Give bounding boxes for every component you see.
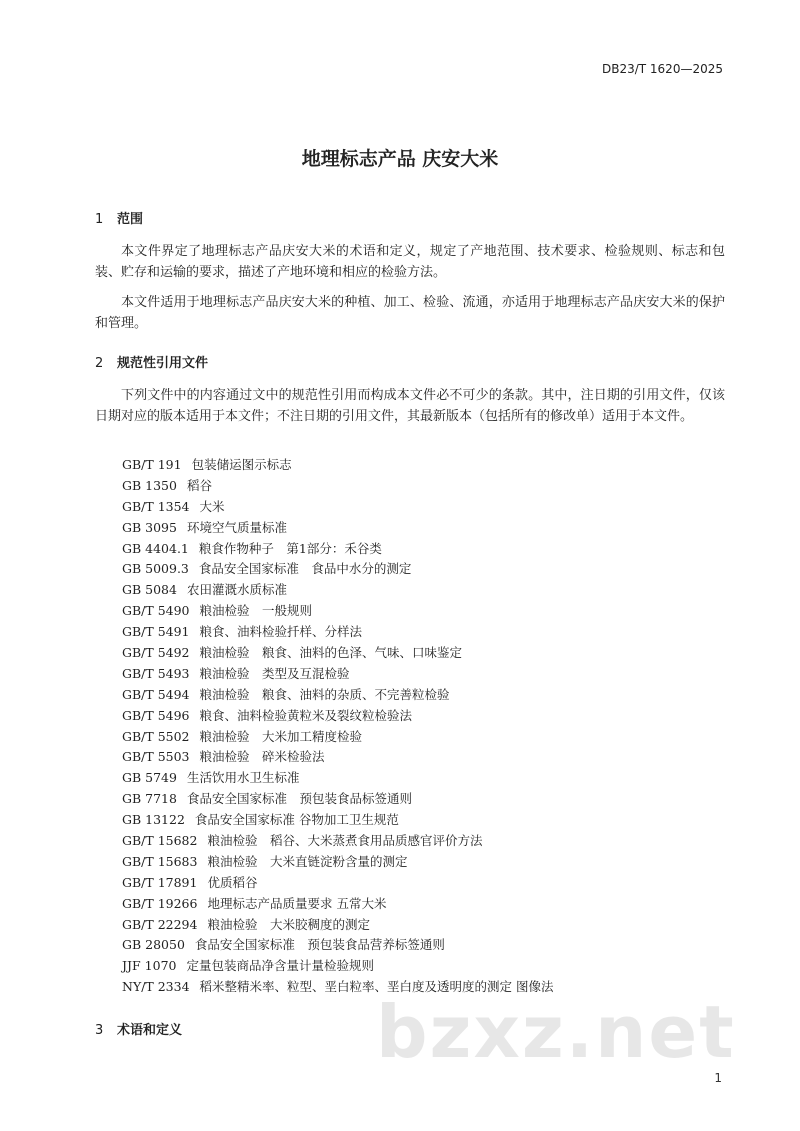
- reference-code: GB 5084: [122, 582, 177, 598]
- reference-title: 粮油检验 大米胶稠度的测定: [207, 916, 370, 932]
- reference-title: 粮油检验 大米加工精度检验: [199, 728, 363, 744]
- section-number: 2: [95, 356, 104, 371]
- section-title: 范围: [117, 212, 144, 227]
- reference-item: [122, 622, 554, 643]
- scope-paragraph-2: 本文件适用于地理标志产品庆安大米的种植、加工、检验、流通，亦适用于地理标志产品庆安大米的保护和管理。: [95, 295, 725, 331]
- reference-item: [122, 455, 554, 476]
- reference-code: GB 4404.1: [122, 540, 189, 556]
- reference-code: GB 13122: [122, 812, 185, 828]
- reference-title: 定量包装商品净含量计量检验规则: [186, 958, 374, 974]
- reference-title: 粮食、油料检验扦样、分样法: [199, 624, 363, 640]
- reference-code: GB/T 17891: [122, 874, 198, 890]
- reference-title: 稻谷: [186, 477, 212, 493]
- reference-title: 生活饮用水卫生标准: [186, 770, 300, 786]
- section-number: 3: [95, 1023, 104, 1038]
- reference-item: [122, 935, 554, 956]
- reference-item: [122, 601, 554, 622]
- reference-code: GB 5749: [122, 770, 177, 786]
- reference-code: GB/T 5492: [122, 645, 190, 661]
- reference-title: 稻米整精米率、粒型、垩白粒率、垩白度及透明度的测定 图像法: [199, 979, 554, 995]
- reference-title: 粮油检验 一般规则: [199, 603, 313, 619]
- reference-code: GB/T 191: [122, 457, 182, 472]
- section-heading-scope: [95, 208, 143, 227]
- reference-code: GB/T 5496: [122, 707, 190, 723]
- reference-code: GB 1350: [122, 477, 177, 493]
- reference-item: [122, 810, 554, 831]
- reference-code: GB/T 22294: [122, 916, 198, 932]
- reference-item: [122, 768, 554, 789]
- reference-item: [122, 789, 554, 810]
- reference-title: 地理标志产品质量要求 五常大米: [207, 895, 387, 911]
- reference-title: 包装储运图示标志: [191, 457, 292, 472]
- section-number: 1: [95, 212, 104, 227]
- reference-title: 大米: [199, 498, 225, 514]
- scope-paragraph-1: 本文件界定了地理标志产品庆安大米的术语和定义，规定了产地范围、技术要求、检验规则、标志和包装、贮存和运输的要求，描述了产地环境和相应的检验方法。: [95, 244, 725, 280]
- reference-title: 食品安全国家标准 食品中水分的测定: [198, 561, 412, 577]
- reference-item: [122, 894, 554, 915]
- reference-code: GB/T 15682: [122, 833, 198, 849]
- reference-item: [122, 852, 554, 873]
- reference-code: GB/T 1354: [122, 498, 190, 514]
- reference-item: [122, 643, 554, 664]
- reference-code: GB 5009.3: [122, 561, 189, 577]
- reference-code: GB/T 19266: [122, 895, 198, 911]
- reference-item: [122, 518, 554, 539]
- reference-item: [122, 727, 554, 748]
- references-intro-paragraph: 下列文件中的内容通过文中的规范性引用而构成本文件必不可少的条款。其中，注日期的引用文件，仅该日期对应的版本适用于本文件；不注日期的引用文件，其最新版本（包括所有的修改单）适用于本文件。: [95, 388, 725, 424]
- reference-code: GB/T 15683: [122, 853, 198, 869]
- reference-item: [122, 497, 554, 518]
- page-number: 1: [714, 1071, 722, 1085]
- reference-item: [122, 873, 554, 894]
- reference-title: 粮油检验 稻谷、大米蒸煮食用品质感官评价方法: [207, 833, 483, 849]
- reference-title: 粮油检验 粮食、油料的色泽、气味、口味鉴定: [199, 645, 463, 661]
- reference-item: [122, 685, 554, 706]
- reference-code: GB/T 5490: [122, 603, 190, 619]
- reference-title: 粮油检验 大米直链淀粉含量的测定: [207, 853, 408, 869]
- section-heading-terms-definitions: [95, 1019, 182, 1038]
- reference-title: 粮油检验 粮食、油料的杂质、不完善粒检验: [199, 686, 450, 702]
- reference-item: [122, 580, 554, 601]
- standard-code: DB23/T 1620—2025: [601, 62, 723, 76]
- reference-item: [122, 539, 554, 560]
- reference-list: [122, 455, 554, 998]
- reference-code: GB 3095: [122, 519, 177, 535]
- reference-title: 食品安全国家标准 谷物加工卫生规范: [194, 812, 399, 828]
- section-heading-normative-references: [95, 352, 208, 371]
- reference-item: [122, 831, 554, 852]
- reference-title: 优质稻谷: [207, 874, 258, 890]
- reference-code: JJF 1070: [122, 958, 177, 974]
- reference-item: [122, 956, 554, 977]
- reference-item: [122, 706, 554, 727]
- reference-title: 环境空气质量标准: [186, 519, 287, 535]
- reference-item: [122, 559, 554, 580]
- reference-title: 食品安全国家标准 预包装食品标签通则: [186, 791, 412, 807]
- watermark-logo: bzxz.net: [376, 990, 736, 1074]
- section-title: 规范性引用文件: [117, 356, 209, 371]
- reference-code: GB/T 5491: [122, 624, 190, 640]
- document-title: 地理标志产品 庆安大米: [301, 148, 499, 170]
- reference-code: GB/T 5493: [122, 665, 190, 681]
- reference-item: [122, 476, 554, 497]
- reference-title: 粮油检验 类型及互混检验: [199, 665, 350, 681]
- reference-title: 农田灌溉水质标准: [186, 582, 287, 598]
- section-title: 术语和定义: [117, 1023, 183, 1038]
- reference-item: [122, 664, 554, 685]
- reference-title: 粮食、油料检验黄粒米及裂纹粒检验法: [199, 707, 413, 723]
- reference-code: NY/T 2334: [122, 979, 190, 995]
- reference-code: GB 7718: [122, 791, 177, 807]
- reference-title: 粮油检验 碎米检验法: [199, 749, 325, 765]
- reference-title: 粮食作物种子 第1部分：禾谷类: [198, 540, 382, 556]
- reference-code: GB 28050: [122, 937, 185, 953]
- reference-title: 食品安全国家标准 预包装食品营养标签通则: [194, 937, 445, 953]
- reference-code: GB/T 5494: [122, 686, 190, 702]
- reference-code: GB/T 5502: [122, 728, 190, 744]
- reference-item: [122, 915, 554, 936]
- reference-code: GB/T 5503: [122, 749, 190, 765]
- reference-item: [122, 747, 554, 768]
